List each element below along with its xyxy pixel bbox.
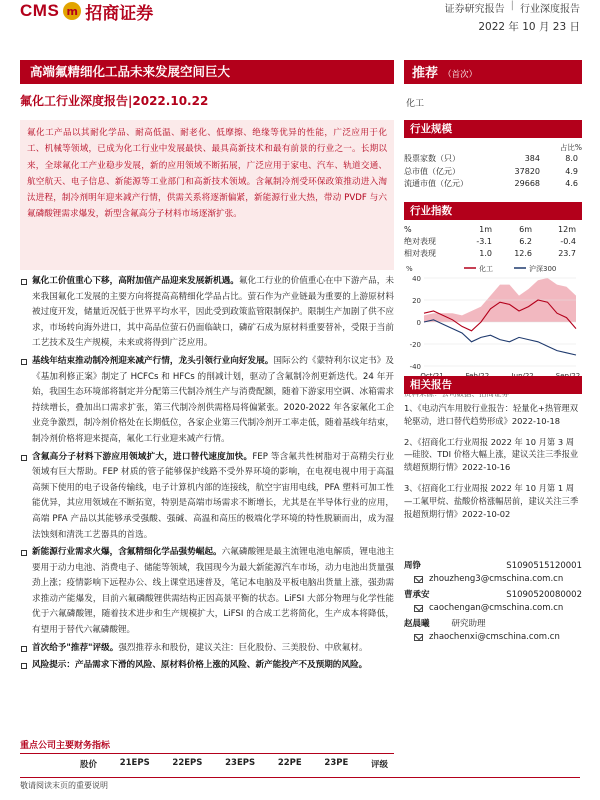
header-meta bbox=[445, 0, 580, 34]
industry-scale-panel bbox=[404, 120, 582, 191]
financials-header: 股价 bbox=[80, 760, 98, 770]
scale-value: 384 bbox=[524, 154, 540, 163]
financials-header: 评级 bbox=[370, 760, 388, 770]
bullet-text: 六氟磷酸锂是最主流锂电池电解质，锂电池主要用于动力电池、消费电子、储能等领域，我国现今为最大新能源汽车市场，动力电池出货量强劲上涨；疫情影响下远程办公、线上课堂迅速普及，笔记本电脑及平板电脑出货量上涨，强劲需求推动产能爆发，目前六氟磷酸锂供需结构正因高景平衡的状态。LiFSI 大部分物理与化学性能优于六氟磷酸锂，随着技术进步和生产规模扩大，LiFSI 的合成工艺将简化，生产成本将降低，有望用于替代六氟磷酸锂。 bbox=[32, 547, 394, 636]
scale-row bbox=[404, 178, 582, 191]
related-report-item[interactable]: 2、《招商化工行业周报 2022 年 10 月第 3 周—硅胶、TDI 价格大幅上涨，建议关注三季报业绩超预期行情》2022-10-16 bbox=[404, 436, 579, 473]
analyst-row bbox=[404, 618, 582, 631]
analyst-row bbox=[404, 560, 582, 573]
scale-key: 流通市值（亿元） bbox=[404, 179, 468, 188]
analyst-name: 曹承安 bbox=[404, 590, 430, 600]
index-col-header: 12m bbox=[558, 225, 576, 234]
logo-chinese: 招商证券 bbox=[85, 3, 154, 24]
company-logo bbox=[20, 0, 153, 22]
sector-label: 化工 bbox=[406, 99, 425, 109]
report-type: 行业深度报告 bbox=[520, 4, 580, 15]
scale-row bbox=[404, 153, 582, 166]
bullet-lead: 基线年结束推动制冷剂迎来减产行情，龙头引领行业向好发展。 bbox=[32, 355, 274, 366]
rating-badge bbox=[404, 60, 582, 84]
related-reports-title: 相关报告 bbox=[404, 376, 582, 394]
industry-index-panel bbox=[404, 202, 582, 399]
bullet-item bbox=[20, 545, 394, 639]
analyst-cert: S1090515120001 bbox=[506, 561, 582, 571]
bullet-text: 强烈推荐永和股份，建议关注：巨化股份、三美股份、中欣氟材。 bbox=[118, 642, 368, 653]
bullet-lead: 氟化工价值重心下移，高附加值产品迎来发展新机遇。 bbox=[32, 276, 239, 286]
analysts-panel bbox=[404, 560, 582, 644]
bullet-lead: 新能源行业需求火爆，含氟精细化学品强势崛起。 bbox=[32, 547, 222, 558]
related-report-item[interactable]: 1、《电动汽车用胶行业报告：轻量化+热管理双轮驱动，进口替代趋势形成》2022-10-18 bbox=[404, 403, 579, 426]
analyst-cert: S1090520080002 bbox=[506, 590, 582, 600]
analyst-email-row[interactable] bbox=[404, 602, 582, 615]
index-value: 6.2 bbox=[519, 237, 532, 246]
index-value: 12.6 bbox=[514, 249, 532, 258]
bullet-lead: 风险提示：产品需求下滑的风险、原材料价格上涨的风险、新产能投产不及预期的风险。 bbox=[32, 660, 368, 671]
index-value: 1.0 bbox=[479, 249, 492, 258]
bullet-text: 氟化工行业的价值重心在中下游产品，未来我国氟化工发展的主要方向将提高高精细化学品占比。萤石作为产业链最为重要的上游原材料被过度开发，储量近况低于世界平均水平，因此受到政策监管限制保护。限制生产加剧了供不应求，市场转向海外进口，其中高品位萤石仍面临缺口，磷矿石成为原材料重要替补，受限于当前工艺技术及生产规模，未来或将得到广泛应用。 bbox=[32, 276, 394, 349]
rating-note: （首次） bbox=[443, 70, 478, 80]
rating-label: 推荐 bbox=[412, 66, 439, 81]
legend-label: 沪深300 bbox=[529, 265, 557, 273]
bullet-square-icon bbox=[21, 455, 27, 461]
y-tick-label: 40 bbox=[412, 275, 421, 283]
analyst-email-row[interactable] bbox=[404, 631, 582, 644]
index-value: -3.1 bbox=[476, 237, 492, 246]
related-reports-panel bbox=[404, 376, 582, 520]
series-line-1 bbox=[424, 320, 576, 355]
analyst-email[interactable]: zhaochenxi@cmschina.com.cn bbox=[429, 632, 560, 642]
industry-scale-title: 行业规模 bbox=[404, 120, 582, 138]
page-header bbox=[0, 0, 600, 52]
financials-header-row bbox=[20, 753, 394, 770]
y-tick-label: -40 bbox=[409, 363, 421, 371]
index-value: -0.4 bbox=[560, 237, 576, 246]
bullet-lead: 含氟高分子材料下游应用领域扩大，进口替代速度加快。 bbox=[32, 451, 253, 462]
y-tick-label: 0 bbox=[416, 319, 421, 327]
bullet-item bbox=[20, 658, 394, 674]
report-subtitle: 氟化工行业深度报告|2022.10.22 bbox=[20, 94, 209, 108]
scale-key: 股票家数（只） bbox=[404, 154, 460, 163]
scale-value: 29668 bbox=[514, 179, 540, 188]
body-bullets bbox=[20, 274, 394, 676]
bullet-item bbox=[20, 354, 394, 448]
related-report-item[interactable]: 3、《招商化工行业周报 2022 年 10 月第 1 周—工氟甲烷、盐酸价格涨幅居前，建议关注三季报超预期行情》2022-10-02 bbox=[404, 482, 579, 519]
email-icon bbox=[414, 634, 423, 641]
index-chart bbox=[404, 260, 582, 382]
scale-share: 8.0 bbox=[565, 154, 578, 163]
logo-mark-icon: m bbox=[63, 2, 81, 20]
analyst-name: 赵晨曦 bbox=[404, 619, 430, 629]
bullet-lead: 首次给予"推荐"评级。 bbox=[32, 642, 119, 653]
header-separator: | bbox=[510, 0, 514, 11]
scale-row bbox=[404, 166, 582, 179]
analyst-row bbox=[404, 589, 582, 602]
report-title: 高端氟精细化工品未来发展空间巨大 bbox=[20, 60, 394, 84]
scale-share: 4.9 bbox=[565, 166, 578, 176]
index-col-header: 1m bbox=[479, 225, 492, 234]
scale-value: 37820 bbox=[514, 166, 540, 176]
financials-header: 23PE bbox=[324, 758, 349, 768]
bullet-item bbox=[20, 641, 394, 657]
financials-header: 21EPS bbox=[119, 758, 150, 768]
analyst-name: 周铮 bbox=[404, 561, 422, 571]
footer-note: 敬请阅读末页的重要说明 bbox=[20, 781, 108, 790]
legend-label: 化工 bbox=[479, 265, 493, 273]
index-row bbox=[404, 236, 582, 248]
logo-latin: CMS bbox=[20, 1, 60, 20]
y-unit-label: % bbox=[406, 265, 413, 273]
bullet-square-icon bbox=[21, 646, 27, 652]
analyst-email[interactable]: caochengan@cmschina.com.cn bbox=[429, 603, 564, 613]
analyst-cert: 研究助理 bbox=[451, 619, 486, 629]
index-col-header: % bbox=[404, 225, 412, 234]
scale-share: 4.6 bbox=[565, 179, 578, 188]
index-row-label: 绝对表现 bbox=[404, 237, 436, 246]
industry-index-title: 行业指数 bbox=[404, 202, 582, 220]
financials-title: 重点公司主要财务指标 bbox=[20, 741, 111, 751]
y-tick-label: -20 bbox=[409, 341, 421, 349]
bullet-item bbox=[20, 450, 394, 544]
bullet-square-icon bbox=[21, 663, 27, 669]
index-row bbox=[404, 248, 582, 260]
index-header-row bbox=[404, 224, 582, 236]
financials-header: 23EPS bbox=[225, 758, 256, 768]
analyst-email-row[interactable] bbox=[404, 573, 582, 586]
index-col-header: 6m bbox=[519, 225, 532, 234]
bullet-text: 国际公约《蒙特利尔议定书》及《基加利修正案》制定了 HCFCs 和 HFCs 的削减计划，驱动了含氟制冷剂更新迭代。24 年开始，我国生态环境部将制定并分配第三代制冷剂生产与消费配额，随着下游家用空调、冰箱需求持续增长，叠加出口需求扩张，第三代制冷剂供需格局将偏紧张。2020-2022 年各家氟化工企业竞争激烈，制冷剂价格处在长期低位，各家企业第三代制冷剂开工率走低，随着基线年结束，制冷剂价格将迎来提高，氟化工行业迎来减产行情。 bbox=[32, 355, 394, 444]
bullet-square-icon bbox=[21, 359, 27, 365]
index-row-label: 相对表现 bbox=[404, 249, 436, 258]
bullet-square-icon bbox=[21, 550, 27, 556]
bullet-item bbox=[20, 274, 394, 352]
y-tick-label: 20 bbox=[412, 297, 421, 305]
analyst-email[interactable]: zhouzheng3@cmschina.com.cn bbox=[429, 574, 564, 584]
bullet-text: FEP 等含氟共性树脂对于高精尖行业领域有巨大帮助。FEP 材质的管子能够保护线路不受外界环境的影响，在电视电视中用于高温高频下使用的电子设备传输线，电子计算机内部的连接线，航空宇宙用电线，PFA 塑料可加工性能优异，其应用领域在不断拓宽，特别是高端市场需求不断增长，尤其是在半导体行业的应用，高端 PFA 产品以其能够承受强酸、强碱、高温和高压的极端化学环境的特性脱颖而出，成为湿法蚀刻和清洗工艺器具的首选。 bbox=[32, 451, 394, 540]
email-icon bbox=[414, 605, 423, 612]
financials-header: 22EPS bbox=[172, 758, 203, 768]
financials-header: 22PE bbox=[277, 758, 302, 768]
footer-divider bbox=[20, 777, 580, 778]
report-date: 2022 年 10 月 23 日 bbox=[478, 21, 580, 33]
index-value: 23.7 bbox=[558, 249, 576, 258]
bullet-square-icon bbox=[21, 279, 27, 285]
email-icon bbox=[414, 576, 423, 583]
scale-key: 总市值（亿元） bbox=[404, 166, 460, 176]
report-kind: 证券研究报告 bbox=[444, 4, 505, 15]
summary-box: 氟化工产品以其耐化学品、耐高低温、耐老化、低摩擦、绝缘等优异的性能，广泛应用于化工、机械等领域，已成为化工行业中发展最快、最具高新技术和最有前景的行业之一。长期以来，全球氟化工产业稳步发展，新的应用领域不断拓展，广泛应用于家电、汽车、轨道交通、航空航天、电子信息、新能源等工业部门和高新技术领域。含氟制冷剂受环保政策推动进入淘汰进程，制冷剂明年迎来减产行情，供需关系将逐渐偏紧，新能源行业大热，带动 PVDF 与六氟磷酸锂需求爆发，新型含氟高分子材料市场逐渐扩张。 bbox=[20, 120, 394, 270]
scale-unit: 占比% bbox=[559, 143, 582, 152]
